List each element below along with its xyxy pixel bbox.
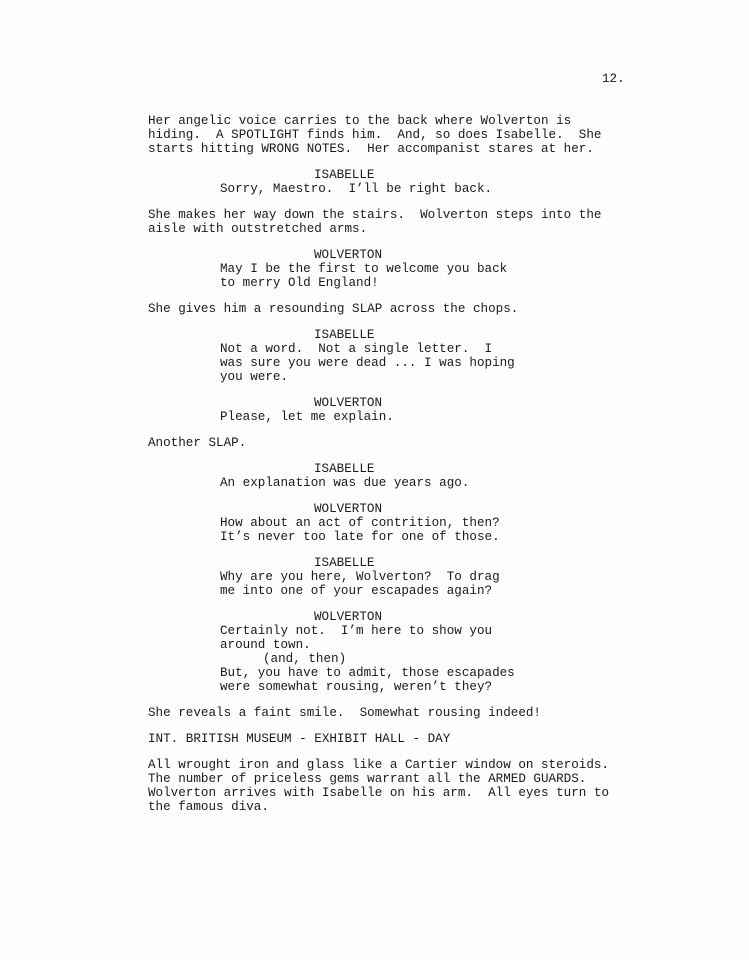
dialogue: But, you have to admit, those escapades were somewhat rousing, weren’t they? — [220, 666, 515, 694]
parenthetical: (and, then) — [263, 652, 347, 666]
dialogue: Please, let me explain. — [220, 410, 394, 424]
dialogue: Certainly not. I’m here to show you around town. — [220, 624, 493, 652]
character-name: WOLVERTON — [314, 610, 383, 624]
dialogue: An explanation was due years ago. — [220, 476, 470, 490]
script-body — [148, 114, 708, 826]
scene-heading: INT. BRITISH MUSEUM - EXHIBIT HALL - DAY — [148, 732, 451, 746]
page-number: 12. — [602, 72, 625, 86]
action-line: Her angelic voice carries to the back where Wolverton is hiding. A SPOTLIGHT finds him. And, so does Isabelle. She starts hitting WRONG NOTES. Her accompanist stares at her. — [148, 114, 602, 156]
character-name: ISABELLE — [314, 168, 375, 182]
character-name: ISABELLE — [314, 328, 375, 342]
character-name: WOLVERTON — [314, 396, 383, 410]
dialogue: How about an act of contrition, then? It’s never too late for one of those. — [220, 516, 500, 544]
dialogue: May I be the first to welcome you back to merry Old England! — [220, 262, 508, 290]
character-name: WOLVERTON — [314, 502, 383, 516]
action-line: All wrought iron and glass like a Cartier window on steroids. The number of priceless gems warrant all the ARMED GUARDS. Wolverton arrives with Isabelle on his arm. All eyes turn to the famous diva. — [148, 758, 610, 814]
action-line: She reveals a faint smile. Somewhat rousing indeed! — [148, 706, 541, 720]
dialogue: Why are you here, Wolverton? To drag me into one of your escapades again? — [220, 570, 500, 598]
action-line: She makes her way down the stairs. Wolverton steps into the aisle with outstretched arms. — [148, 208, 602, 236]
action-line: Another SLAP. — [148, 436, 247, 450]
dialogue: Not a word. Not a single letter. I was sure you were dead ... I was hoping you were. — [220, 342, 515, 384]
dialogue: Sorry, Maestro. I’ll be right back. — [220, 182, 493, 196]
character-name: ISABELLE — [314, 462, 375, 476]
character-name: ISABELLE — [314, 556, 375, 570]
action-line: She gives him a resounding SLAP across the chops. — [148, 302, 519, 316]
character-name: WOLVERTON — [314, 248, 383, 262]
